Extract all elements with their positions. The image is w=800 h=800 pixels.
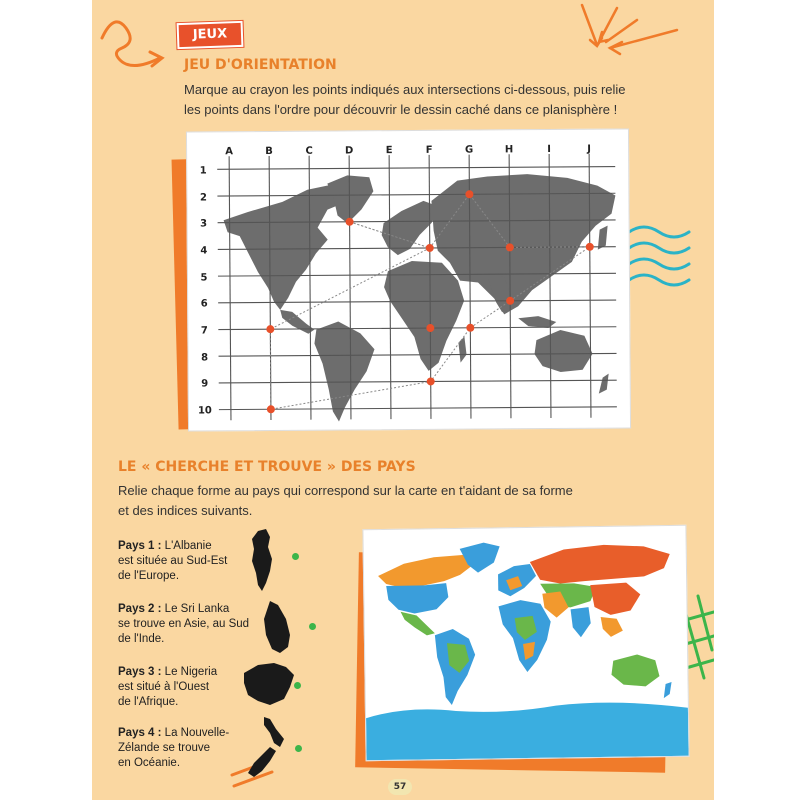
red-point <box>427 377 435 385</box>
australia-shape <box>611 654 659 687</box>
row-labels <box>196 165 212 416</box>
column-label: J <box>587 143 591 155</box>
clue-label: Pays 1 : <box>118 540 162 552</box>
southeast-asia-shape <box>601 617 623 637</box>
madagascar-shape <box>458 337 466 363</box>
clue-1 <box>118 539 258 584</box>
nigeria-silhouette <box>244 663 294 705</box>
curly-arrow-doodle <box>102 22 160 66</box>
red-point <box>267 405 275 413</box>
row-label: 5 <box>200 272 208 284</box>
row-label: 1 <box>199 165 207 177</box>
connector-dot[interactable] <box>294 682 301 689</box>
row-label: 7 <box>200 325 208 337</box>
red-point <box>466 324 474 332</box>
red-point <box>506 297 514 305</box>
instruction-line: les points dans l'ordre pour découvrir le dessin caché dans ce planisphère ! <box>184 102 618 117</box>
clue-text: de l'Inde. <box>118 633 165 645</box>
political-world-map <box>363 526 688 760</box>
column-label: G <box>464 144 474 156</box>
column-label: C <box>305 145 313 157</box>
connector-dot[interactable] <box>292 553 299 560</box>
row-label: 6 <box>200 298 208 310</box>
red-point <box>426 244 434 252</box>
red-point <box>506 243 514 251</box>
instruction-line: et des indices suivants. <box>118 503 253 518</box>
new-zealand-shape <box>664 682 672 698</box>
section-title-countries: LE « CHERCHE ET TROUVE » DES PAYS <box>118 459 416 475</box>
column-labels <box>225 144 591 158</box>
instruction-line: Relie chaque forme au pays qui correspond sur la carte en t'aidant de sa forme <box>118 483 573 498</box>
clue-4 <box>118 726 258 771</box>
grid-horizontal-line <box>219 380 617 383</box>
clue-label: Pays 3 : <box>118 666 162 678</box>
column-label: D <box>344 145 354 157</box>
japan-shape <box>598 226 608 250</box>
column-label: H <box>504 144 514 156</box>
clue-text: se trouve en Asie, au Sud <box>118 618 250 630</box>
mexico-shape <box>401 611 435 635</box>
instructions-orientation <box>184 80 704 120</box>
clue-text: Le Sri Lanka <box>161 603 230 615</box>
grid-horizontal-line <box>217 167 615 170</box>
orientation-grid-map <box>187 129 630 430</box>
china-shape <box>590 582 640 615</box>
red-point <box>586 243 594 251</box>
column-label: F <box>425 144 433 156</box>
australia-shape <box>534 330 592 372</box>
column-label: E <box>385 145 393 157</box>
grid-horizontal-line <box>219 407 617 410</box>
page-number: 57 <box>388 779 412 795</box>
country-silhouettes <box>240 525 310 780</box>
sri-lanka-silhouette <box>264 601 290 653</box>
clue-text: est situé à l'Ouest <box>118 681 210 693</box>
india-shape <box>571 607 591 637</box>
usa-shape <box>386 583 448 614</box>
canada-shape <box>378 555 476 588</box>
row-label: 3 <box>200 218 208 230</box>
clue-text: Le Nigeria <box>161 666 218 678</box>
connector-dot[interactable] <box>309 623 316 630</box>
column-label: A <box>225 146 234 158</box>
instructions-countries <box>118 481 708 521</box>
row-label: 2 <box>199 192 207 204</box>
clue-label: Pays 2 : <box>118 603 162 615</box>
clue-text: Zélande se trouve <box>118 742 211 754</box>
world-map-shapes <box>223 174 617 423</box>
row-label: 4 <box>200 245 208 257</box>
row-label: 10 <box>197 405 212 417</box>
clue-3 <box>118 665 258 710</box>
waves-doodle <box>629 227 689 285</box>
red-point <box>465 190 473 198</box>
section-title-orientation: JEU D'ORIENTATION <box>184 57 337 73</box>
central-america-shape <box>280 310 314 334</box>
greenland-shape <box>327 175 373 223</box>
clue-label: Pays 4 : <box>118 727 162 739</box>
russia-shape <box>530 544 671 584</box>
row-label: 8 <box>201 352 209 364</box>
row-label: 9 <box>201 378 209 390</box>
clue-text: de l'Europe. <box>118 570 180 582</box>
arrows-doodle <box>582 5 677 54</box>
antarctica-shape <box>366 701 689 760</box>
albania-silhouette <box>252 529 272 591</box>
clue-text: de l'Afrique. <box>118 696 179 708</box>
column-label: I <box>547 144 551 156</box>
clue-text: en Océanie. <box>118 757 181 769</box>
new-zealand-shape <box>599 374 609 394</box>
clue-text: La Nouvelle- <box>161 727 230 739</box>
connector-dot[interactable] <box>295 745 302 752</box>
orientation-map-card <box>186 128 631 431</box>
red-point <box>346 218 354 226</box>
category-tag: JEUX <box>177 21 244 49</box>
red-point <box>426 324 434 332</box>
red-point <box>266 325 274 333</box>
political-map-card <box>362 525 689 762</box>
clue-text: L'Albanie <box>161 540 212 552</box>
new-zealand-silhouette <box>248 717 284 777</box>
south-america-shape <box>314 321 375 421</box>
column-label: B <box>265 145 273 157</box>
instruction-line: Marque au crayon les points indiqués aux intersections ci-dessous, puis relie <box>184 82 626 97</box>
clue-text: est située au Sud-Est <box>118 555 228 567</box>
